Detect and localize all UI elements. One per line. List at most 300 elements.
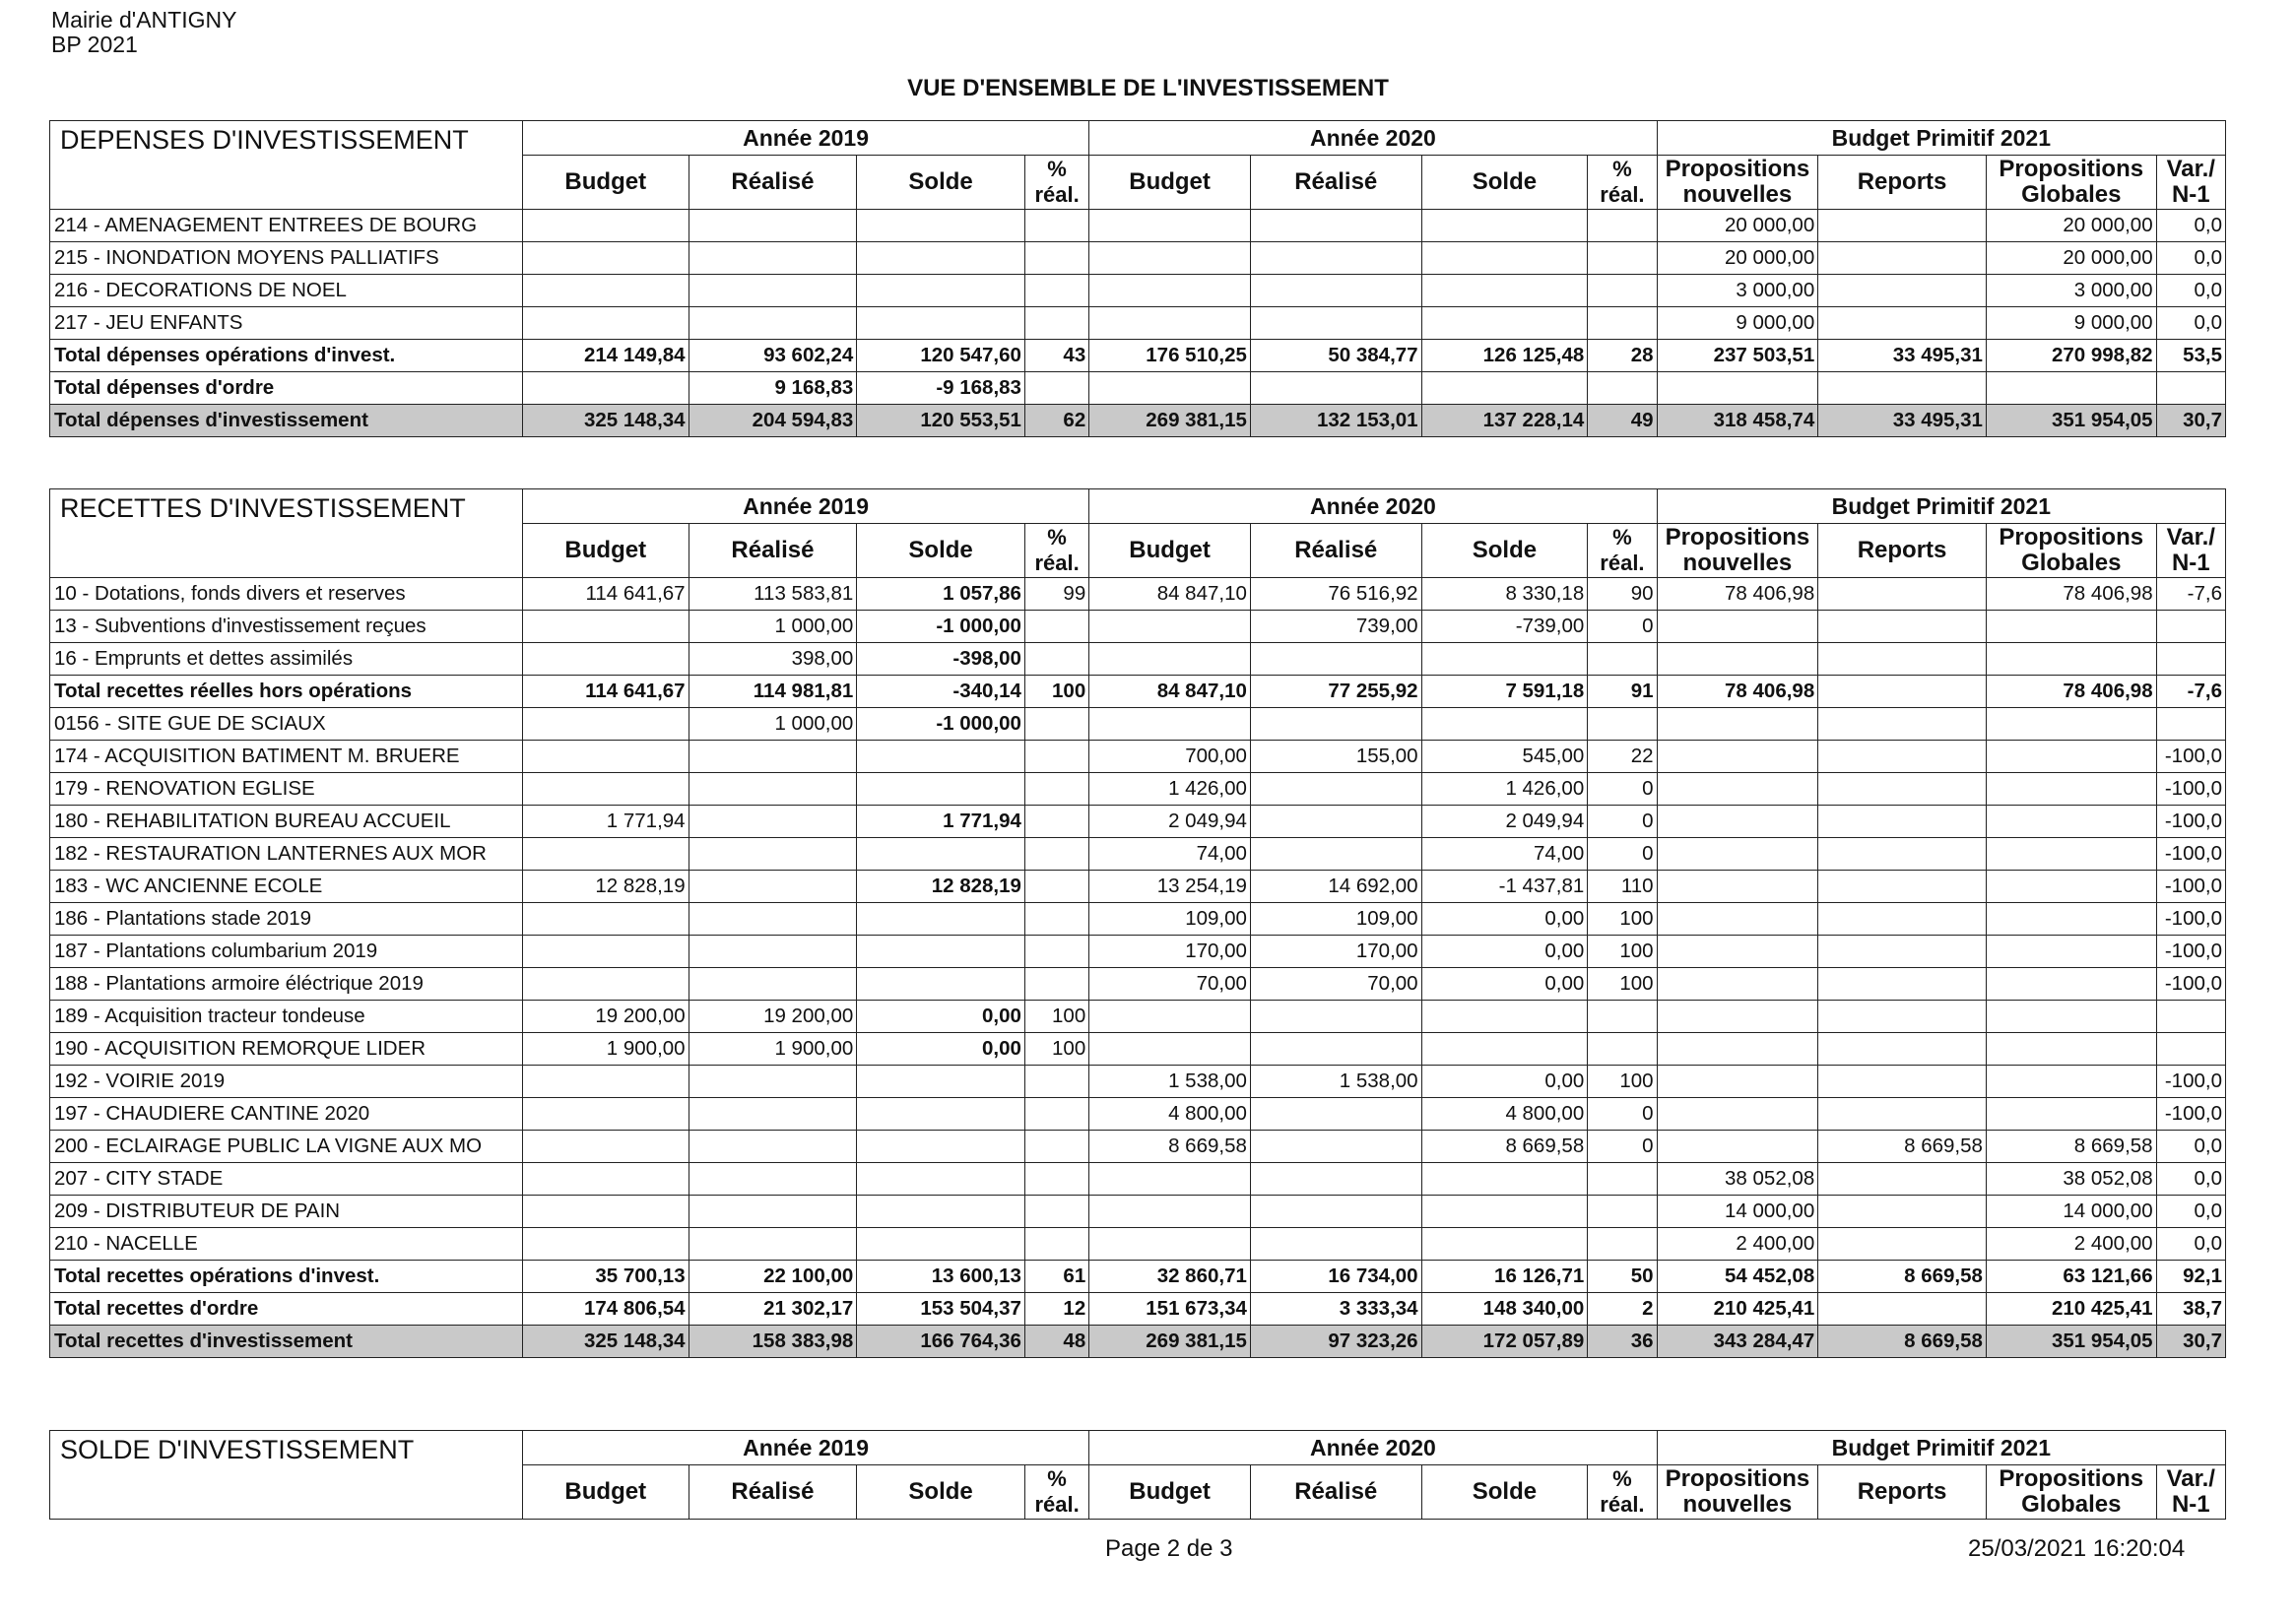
municipality-name: Mairie d'ANTIGNY bbox=[51, 7, 237, 32]
table-row bbox=[50, 1033, 2226, 1066]
cell-value bbox=[1089, 242, 1251, 275]
cell-value: 0,0 bbox=[2156, 1228, 2225, 1261]
cell-value: 0,0 bbox=[2156, 275, 2225, 307]
cell-value: 7 591,18 bbox=[1421, 676, 1588, 708]
cell-value bbox=[1986, 1066, 2156, 1098]
col-solde: Solde bbox=[1421, 1465, 1588, 1520]
total-row bbox=[50, 340, 2226, 372]
cell-value: 100 bbox=[1588, 903, 1657, 936]
row-label: 0156 - SITE GUE DE SCIAUX bbox=[50, 708, 523, 741]
col-propositions-globales bbox=[1986, 156, 2156, 210]
cell-value bbox=[1657, 708, 1818, 741]
col-propositions-nouvelles-line2: nouvelles bbox=[1682, 550, 1793, 576]
cell-value: 100 bbox=[1024, 676, 1088, 708]
cell-value bbox=[1588, 1228, 1657, 1261]
cell-value: 325 148,34 bbox=[522, 1326, 689, 1358]
cell-value: 100 bbox=[1588, 968, 1657, 1001]
cell-value: 398,00 bbox=[689, 643, 857, 676]
cell-value: 214 149,84 bbox=[522, 340, 689, 372]
cell-value: -100,0 bbox=[2156, 806, 2225, 838]
cell-value: 8 330,18 bbox=[1421, 578, 1588, 611]
cell-value bbox=[1818, 1001, 1987, 1033]
col-budget: Budget bbox=[1089, 156, 1251, 210]
row-label: 200 - ECLAIRAGE PUBLIC LA VIGNE AUX MO bbox=[50, 1131, 523, 1163]
cell-value: 120 553,51 bbox=[857, 405, 1025, 437]
cell-value: 0,0 bbox=[2156, 1131, 2225, 1163]
cell-value bbox=[522, 210, 689, 242]
cell-value: 19 200,00 bbox=[689, 1001, 857, 1033]
col-reports: Reports bbox=[1818, 1465, 1987, 1520]
table-row bbox=[50, 611, 2226, 643]
row-label: 10 - Dotations, fonds divers et reserves bbox=[50, 578, 523, 611]
cell-value: 30,7 bbox=[2156, 405, 2225, 437]
cell-value bbox=[1421, 708, 1588, 741]
cell-value bbox=[1818, 773, 1987, 806]
cell-value bbox=[1421, 242, 1588, 275]
cell-value bbox=[1588, 210, 1657, 242]
col-propositions-globales-line2: Globales bbox=[2021, 550, 2122, 576]
total-row bbox=[50, 372, 2226, 405]
year-2020-header: Année 2020 bbox=[1089, 121, 1657, 156]
cell-value bbox=[522, 611, 689, 643]
cell-value bbox=[1986, 936, 2156, 968]
cell-value: 237 503,51 bbox=[1657, 340, 1818, 372]
cell-value: 78 406,98 bbox=[1986, 676, 2156, 708]
cell-value: -7,6 bbox=[2156, 676, 2225, 708]
table-row bbox=[50, 903, 2226, 936]
cell-value: 13 254,19 bbox=[1089, 871, 1251, 903]
cell-value: 351 954,05 bbox=[1986, 1326, 2156, 1358]
cell-value bbox=[1986, 611, 2156, 643]
cell-value: 318 458,74 bbox=[1657, 405, 1818, 437]
cell-value: 210 425,41 bbox=[1986, 1293, 2156, 1326]
cell-value bbox=[1818, 708, 1987, 741]
cell-value: -100,0 bbox=[2156, 1098, 2225, 1131]
col-solde: Solde bbox=[857, 524, 1025, 578]
cell-value bbox=[1818, 1293, 1987, 1326]
cell-value: 113 583,81 bbox=[689, 578, 857, 611]
cell-value bbox=[1818, 372, 1987, 405]
cell-value: 270 998,82 bbox=[1986, 340, 2156, 372]
cell-value: 91 bbox=[1588, 676, 1657, 708]
cell-value bbox=[1089, 210, 1251, 242]
cell-value bbox=[2156, 372, 2225, 405]
cell-value: 61 bbox=[1024, 1261, 1088, 1293]
cell-value: 0,0 bbox=[2156, 1163, 2225, 1196]
table-row bbox=[50, 1001, 2226, 1033]
section-title: DEPENSES D'INVESTISSEMENT bbox=[50, 121, 523, 210]
cell-value bbox=[857, 242, 1025, 275]
col-var-n1-line2: N-1 bbox=[2171, 181, 2210, 208]
cell-value bbox=[1089, 611, 1251, 643]
cell-value bbox=[1986, 1033, 2156, 1066]
cell-value bbox=[689, 242, 857, 275]
cell-value: 28 bbox=[1588, 340, 1657, 372]
cell-value: 19 200,00 bbox=[522, 1001, 689, 1033]
cell-value bbox=[1089, 307, 1251, 340]
total-row bbox=[50, 1326, 2226, 1358]
header-row-years bbox=[50, 489, 2226, 524]
cell-value: 14 000,00 bbox=[1986, 1196, 2156, 1228]
cell-value bbox=[1250, 806, 1421, 838]
cell-value bbox=[2156, 643, 2225, 676]
cell-value: 114 981,81 bbox=[689, 676, 857, 708]
cell-value bbox=[1818, 1228, 1987, 1261]
cell-value bbox=[1089, 1163, 1251, 1196]
col-propositions-nouvelles-line1: Propositions bbox=[1665, 524, 1810, 551]
col-solde: Solde bbox=[857, 156, 1025, 210]
cell-value bbox=[689, 871, 857, 903]
cell-value: 176 510,25 bbox=[1089, 340, 1251, 372]
depenses-table bbox=[49, 120, 2226, 437]
cell-value: 174 806,54 bbox=[522, 1293, 689, 1326]
cell-value bbox=[1588, 372, 1657, 405]
cell-value: 38,7 bbox=[2156, 1293, 2225, 1326]
row-label: 209 - DISTRIBUTEUR DE PAIN bbox=[50, 1196, 523, 1228]
cell-value bbox=[1657, 871, 1818, 903]
row-label: 182 - RESTAURATION LANTERNES AUX MOR bbox=[50, 838, 523, 871]
cell-value: -100,0 bbox=[2156, 773, 2225, 806]
cell-value bbox=[1986, 643, 2156, 676]
cell-value bbox=[1818, 741, 1987, 773]
cell-value: 100 bbox=[1024, 1033, 1088, 1066]
cell-value bbox=[857, 1066, 1025, 1098]
cell-value bbox=[857, 838, 1025, 871]
cell-value bbox=[1818, 936, 1987, 968]
cell-value: 109,00 bbox=[1089, 903, 1251, 936]
cell-value: 22 100,00 bbox=[689, 1261, 857, 1293]
row-label: 197 - CHAUDIERE CANTINE 2020 bbox=[50, 1098, 523, 1131]
cell-value: 8 669,58 bbox=[1818, 1326, 1987, 1358]
cell-value bbox=[1089, 1033, 1251, 1066]
cell-value: 78 406,98 bbox=[1657, 676, 1818, 708]
cell-value bbox=[1024, 773, 1088, 806]
col-propositions-nouvelles bbox=[1657, 1465, 1818, 1520]
cell-value: 54 452,08 bbox=[1657, 1261, 1818, 1293]
cell-value bbox=[1421, 307, 1588, 340]
table-row bbox=[50, 210, 2226, 242]
cell-value bbox=[1818, 275, 1987, 307]
cell-value bbox=[1818, 242, 1987, 275]
cell-value: 126 125,48 bbox=[1421, 340, 1588, 372]
cell-value bbox=[1089, 1228, 1251, 1261]
col-propositions-globales-line1: Propositions bbox=[1999, 156, 2144, 182]
cell-value: 76 516,92 bbox=[1250, 578, 1421, 611]
cell-value bbox=[1024, 741, 1088, 773]
cell-value: 545,00 bbox=[1421, 741, 1588, 773]
cell-value: 2 bbox=[1588, 1293, 1657, 1326]
cell-value: 153 504,37 bbox=[857, 1293, 1025, 1326]
cell-value: -739,00 bbox=[1421, 611, 1588, 643]
col-propositions-nouvelles-line2: nouvelles bbox=[1682, 1491, 1793, 1518]
cell-value bbox=[1421, 372, 1588, 405]
cell-value bbox=[1421, 1001, 1588, 1033]
cell-value bbox=[1986, 741, 2156, 773]
col-propositions-nouvelles-line1: Propositions bbox=[1665, 156, 1810, 182]
cell-value: 1 057,86 bbox=[857, 578, 1025, 611]
cell-value: -340,14 bbox=[857, 676, 1025, 708]
col-pct-realise bbox=[1024, 1465, 1088, 1520]
cell-value bbox=[689, 903, 857, 936]
row-label: 214 - AMENAGEMENT ENTREES DE BOURG bbox=[50, 210, 523, 242]
col-propositions-nouvelles-line2: nouvelles bbox=[1682, 181, 1793, 208]
table-row bbox=[50, 838, 2226, 871]
page-title: VUE D'ENSEMBLE DE L'INVESTISSEMENT bbox=[907, 75, 1389, 101]
cell-value bbox=[689, 936, 857, 968]
cell-value bbox=[1024, 307, 1088, 340]
cell-value bbox=[1250, 1033, 1421, 1066]
cell-value bbox=[1657, 1066, 1818, 1098]
cell-value: 9 000,00 bbox=[1657, 307, 1818, 340]
cell-value: 0,00 bbox=[1421, 1066, 1588, 1098]
col-propositions-globales-line1: Propositions bbox=[1999, 1465, 2144, 1492]
cell-value: -100,0 bbox=[2156, 1066, 2225, 1098]
col-pct-realise bbox=[1588, 156, 1657, 210]
col-realise: Réalisé bbox=[689, 1465, 857, 1520]
cell-value bbox=[857, 773, 1025, 806]
cell-value bbox=[1818, 806, 1987, 838]
row-label: 188 - Plantations armoire éléctrique 2019 bbox=[50, 968, 523, 1001]
cell-value: 32 860,71 bbox=[1089, 1261, 1251, 1293]
row-label: Total recettes réelles hors opérations bbox=[50, 676, 523, 708]
cell-value: 12 bbox=[1024, 1293, 1088, 1326]
cell-value bbox=[1089, 1196, 1251, 1228]
cell-value bbox=[1986, 773, 2156, 806]
cell-value: 210 425,41 bbox=[1657, 1293, 1818, 1326]
cell-value bbox=[522, 242, 689, 275]
cell-value: 0,0 bbox=[2156, 1196, 2225, 1228]
cell-value bbox=[1024, 643, 1088, 676]
table-row bbox=[50, 643, 2226, 676]
cell-value bbox=[1024, 372, 1088, 405]
cell-value bbox=[1818, 1033, 1987, 1066]
table-row bbox=[50, 242, 2226, 275]
cell-value bbox=[1986, 1098, 2156, 1131]
col-pct-realise-line1: % bbox=[1047, 1466, 1067, 1491]
cell-value: 12 828,19 bbox=[522, 871, 689, 903]
cell-value: 0,0 bbox=[2156, 242, 2225, 275]
cell-value: 100 bbox=[1588, 1066, 1657, 1098]
row-label: Total dépenses d'investissement bbox=[50, 405, 523, 437]
cell-value bbox=[1250, 1131, 1421, 1163]
cell-value bbox=[1250, 643, 1421, 676]
cell-value bbox=[1024, 806, 1088, 838]
cell-value bbox=[522, 1163, 689, 1196]
cell-value bbox=[1657, 741, 1818, 773]
cell-value: 0 bbox=[1588, 806, 1657, 838]
cell-value bbox=[1024, 708, 1088, 741]
table-row bbox=[50, 708, 2226, 741]
cell-value: 84 847,10 bbox=[1089, 578, 1251, 611]
cell-value bbox=[1818, 643, 1987, 676]
cell-value: 14 000,00 bbox=[1657, 1196, 1818, 1228]
cell-value: 325 148,34 bbox=[522, 405, 689, 437]
cell-value: 1 900,00 bbox=[522, 1033, 689, 1066]
table-row bbox=[50, 1098, 2226, 1131]
year-2019-header: Année 2019 bbox=[522, 489, 1088, 524]
col-budget: Budget bbox=[522, 156, 689, 210]
cell-value: 70,00 bbox=[1250, 968, 1421, 1001]
cell-value bbox=[689, 1228, 857, 1261]
cell-value bbox=[1588, 708, 1657, 741]
year-2020-header: Année 2020 bbox=[1089, 489, 1657, 524]
cell-value bbox=[1657, 611, 1818, 643]
cell-value bbox=[689, 838, 857, 871]
row-label: Total dépenses opérations d'invest. bbox=[50, 340, 523, 372]
cell-value: 9 000,00 bbox=[1986, 307, 2156, 340]
cell-value bbox=[689, 1098, 857, 1131]
cell-value bbox=[1089, 275, 1251, 307]
cell-value bbox=[1818, 611, 1987, 643]
cell-value bbox=[1250, 773, 1421, 806]
cell-value: 53,5 bbox=[2156, 340, 2225, 372]
cell-value bbox=[1657, 838, 1818, 871]
cell-value: 8 669,58 bbox=[1089, 1131, 1251, 1163]
cell-value: -100,0 bbox=[2156, 741, 2225, 773]
cell-value bbox=[1024, 210, 1088, 242]
cell-value bbox=[689, 210, 857, 242]
col-budget: Budget bbox=[1089, 1465, 1251, 1520]
row-label: 192 - VOIRIE 2019 bbox=[50, 1066, 523, 1098]
cell-value bbox=[522, 968, 689, 1001]
cell-value: 70,00 bbox=[1089, 968, 1251, 1001]
row-label: 13 - Subventions d'investissement reçues bbox=[50, 611, 523, 643]
cell-value: 0,00 bbox=[857, 1033, 1025, 1066]
cell-value: 78 406,98 bbox=[1986, 578, 2156, 611]
cell-value bbox=[522, 773, 689, 806]
table-row bbox=[50, 1228, 2226, 1261]
col-pct-realise-line1: % bbox=[1612, 157, 1632, 181]
cell-value bbox=[1818, 210, 1987, 242]
cell-value bbox=[522, 1066, 689, 1098]
col-pct-realise-line1: % bbox=[1047, 157, 1067, 181]
cell-value bbox=[1588, 1001, 1657, 1033]
cell-value: 2 049,94 bbox=[1421, 806, 1588, 838]
cell-value: 84 847,10 bbox=[1089, 676, 1251, 708]
row-label: 216 - DECORATIONS DE NOEL bbox=[50, 275, 523, 307]
col-reports: Reports bbox=[1818, 156, 1987, 210]
cell-value: -9 168,83 bbox=[857, 372, 1025, 405]
cell-value: 351 954,05 bbox=[1986, 405, 2156, 437]
cell-value: 90 bbox=[1588, 578, 1657, 611]
cell-value: 0,00 bbox=[1421, 936, 1588, 968]
cell-value bbox=[1421, 1196, 1588, 1228]
cell-value: 1 000,00 bbox=[689, 708, 857, 741]
cell-value bbox=[1986, 1001, 2156, 1033]
budget-primitif-2021-header: Budget Primitif 2021 bbox=[1657, 1431, 2225, 1465]
cell-value bbox=[2156, 708, 2225, 741]
cell-value: 155,00 bbox=[1250, 741, 1421, 773]
cell-value bbox=[1986, 838, 2156, 871]
cell-value bbox=[1250, 1098, 1421, 1131]
cell-value: 700,00 bbox=[1089, 741, 1251, 773]
table-row bbox=[50, 936, 2226, 968]
col-pct-realise-line2: réal. bbox=[1034, 1492, 1080, 1517]
header-row-years bbox=[50, 121, 2226, 156]
cell-value bbox=[689, 968, 857, 1001]
col-budget: Budget bbox=[1089, 524, 1251, 578]
row-label: 189 - Acquisition tracteur tondeuse bbox=[50, 1001, 523, 1033]
cell-value bbox=[1421, 1228, 1588, 1261]
cell-value: 114 641,67 bbox=[522, 676, 689, 708]
row-label: 190 - ACQUISITION REMORQUE LIDER bbox=[50, 1033, 523, 1066]
cell-value bbox=[1024, 1066, 1088, 1098]
col-budget: Budget bbox=[522, 1465, 689, 1520]
cell-value: -100,0 bbox=[2156, 936, 2225, 968]
cell-value: -1 437,81 bbox=[1421, 871, 1588, 903]
row-label: Total recettes opérations d'invest. bbox=[50, 1261, 523, 1293]
cell-value: 1 426,00 bbox=[1421, 773, 1588, 806]
cell-value bbox=[1024, 1228, 1088, 1261]
cell-value: 2 400,00 bbox=[1986, 1228, 2156, 1261]
cell-value bbox=[1657, 773, 1818, 806]
cell-value bbox=[1657, 1098, 1818, 1131]
cell-value: 0 bbox=[1588, 1098, 1657, 1131]
cell-value: 50 384,77 bbox=[1250, 340, 1421, 372]
cell-value bbox=[857, 741, 1025, 773]
cell-value bbox=[1250, 1001, 1421, 1033]
table-row bbox=[50, 1131, 2226, 1163]
cell-value: 36 bbox=[1588, 1326, 1657, 1358]
cell-value: 33 495,31 bbox=[1818, 405, 1987, 437]
cell-value: 48 bbox=[1024, 1326, 1088, 1358]
cell-value bbox=[1250, 242, 1421, 275]
table-row bbox=[50, 1066, 2226, 1098]
row-label: 210 - NACELLE bbox=[50, 1228, 523, 1261]
cell-value bbox=[522, 903, 689, 936]
cell-value bbox=[1089, 372, 1251, 405]
cell-value bbox=[689, 1196, 857, 1228]
cell-value: 269 381,15 bbox=[1089, 405, 1251, 437]
cell-value bbox=[857, 307, 1025, 340]
col-realise: Réalisé bbox=[689, 524, 857, 578]
cell-value bbox=[689, 275, 857, 307]
table-row bbox=[50, 773, 2226, 806]
cell-value: 43 bbox=[1024, 340, 1088, 372]
col-pct-realise-line2: réal. bbox=[1034, 551, 1080, 575]
cell-value: 93 602,24 bbox=[689, 340, 857, 372]
cell-value: 8 669,58 bbox=[1421, 1131, 1588, 1163]
total-row bbox=[50, 405, 2226, 437]
table-row bbox=[50, 307, 2226, 340]
cell-value bbox=[1024, 1098, 1088, 1131]
cell-value: 3 000,00 bbox=[1986, 275, 2156, 307]
cell-value: 1 426,00 bbox=[1089, 773, 1251, 806]
cell-value: 158 383,98 bbox=[689, 1326, 857, 1358]
cell-value: 20 000,00 bbox=[1986, 242, 2156, 275]
cell-value: 97 323,26 bbox=[1250, 1326, 1421, 1358]
cell-value bbox=[1421, 1163, 1588, 1196]
cell-value bbox=[522, 1196, 689, 1228]
cell-value bbox=[1588, 1163, 1657, 1196]
row-label: 183 - WC ANCIENNE ECOLE bbox=[50, 871, 523, 903]
col-realise: Réalisé bbox=[1250, 156, 1421, 210]
cell-value: 4 800,00 bbox=[1421, 1098, 1588, 1131]
cell-value bbox=[1986, 708, 2156, 741]
cell-value bbox=[1818, 838, 1987, 871]
cell-value bbox=[1089, 643, 1251, 676]
row-label: 180 - REHABILITATION BUREAU ACCUEIL bbox=[50, 806, 523, 838]
cell-value bbox=[689, 1066, 857, 1098]
col-propositions-globales-line1: Propositions bbox=[1999, 524, 2144, 551]
cell-value bbox=[1986, 372, 2156, 405]
cell-value: 14 692,00 bbox=[1250, 871, 1421, 903]
cell-value bbox=[1089, 708, 1251, 741]
cell-value: 166 764,36 bbox=[857, 1326, 1025, 1358]
cell-value bbox=[1818, 307, 1987, 340]
cell-value: 1 538,00 bbox=[1250, 1066, 1421, 1098]
row-label: 174 - ACQUISITION BATIMENT M. BRUERE bbox=[50, 741, 523, 773]
